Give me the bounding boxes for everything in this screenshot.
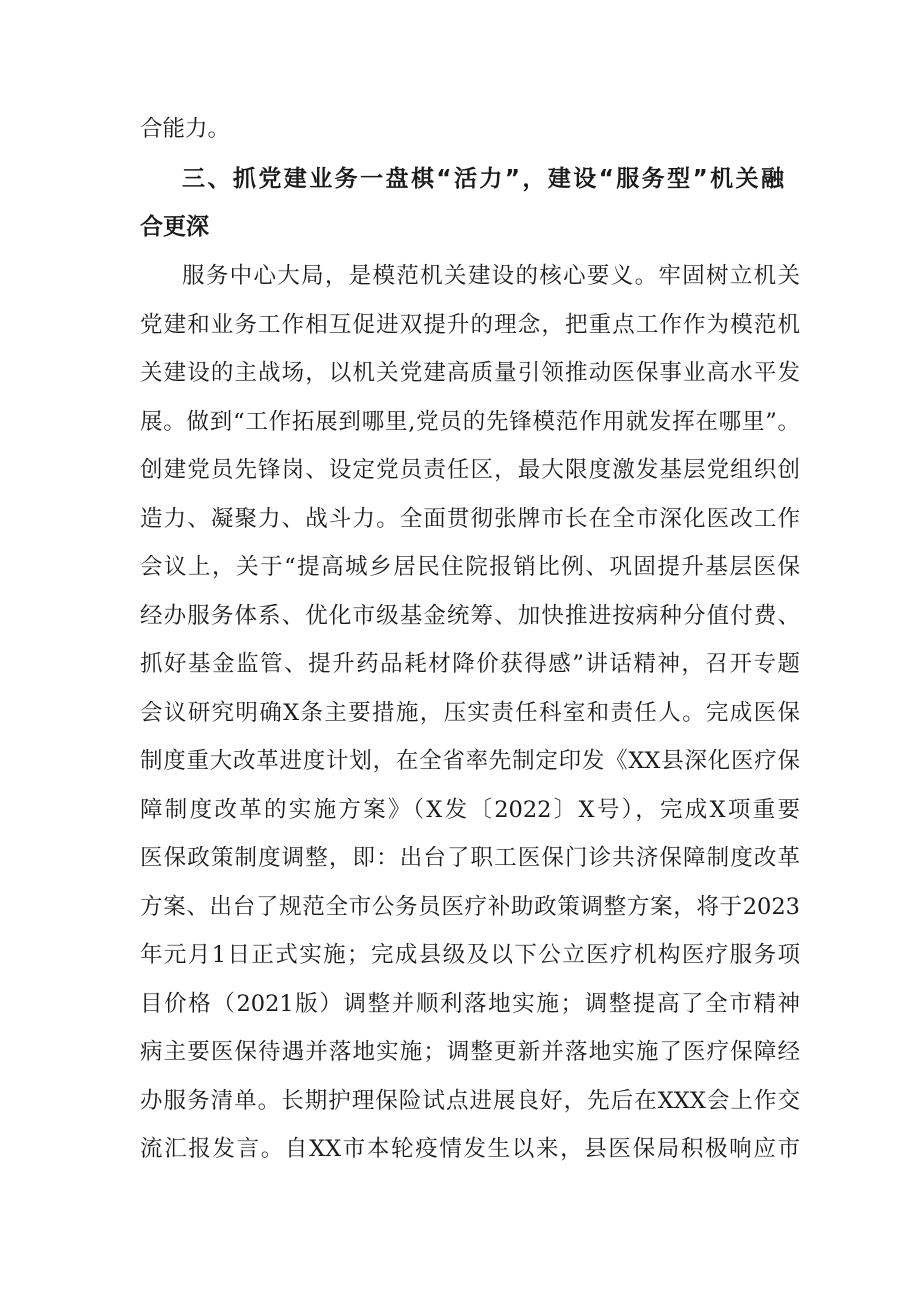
paragraph-line: 病主要医保待遇并落地实施；调整更新并落地实施了医疗保障经 bbox=[140, 1039, 800, 1065]
paragraph-line: 制度重大改革进度计划，在全省率先制定印发《XX县深化医疗保 bbox=[140, 748, 800, 774]
paragraph-line: 会议上，关于“提高城乡居民住院报销比例、巩固提升基层医保 bbox=[140, 554, 800, 580]
section-heading-line-2: 合更深 bbox=[140, 214, 209, 240]
paragraph-line: 目价格（2021版）调整并顺利落地实施；调整提高了全市精神 bbox=[140, 991, 800, 1017]
paragraph-line: 流汇报发言。自XX市本轮疫情发生以来，县医保局积极响应市 bbox=[140, 1136, 800, 1162]
paragraph-line: 障制度改革的实施方案》（X发〔2022〕X号），完成X项重要 bbox=[140, 797, 800, 823]
continuation-line: 合能力。 bbox=[140, 116, 231, 142]
paragraph-line: 医保政策制度调整，即：出台了职工医保门诊共济保障制度改革 bbox=[140, 845, 800, 871]
section-heading-line-1: 三、抓党建业务一盘棋“活力”，建设“服务型”机关融 bbox=[182, 166, 784, 192]
paragraph-line: 经办服务体系、优化市级基金统筹、加快推进按病种分值付费、 bbox=[140, 603, 800, 629]
paragraph-line: 方案、出台了规范全市公务员医疗补助政策调整方案，将于2023 bbox=[140, 894, 800, 920]
paragraph-line: 展。做到“工作拓展到哪里,党员的先锋模范作用就发挥在哪里”。 bbox=[140, 409, 800, 435]
paragraph-line: 党建和业务工作相互促进双提升的理念，把重点工作作为模范机 bbox=[140, 312, 800, 338]
paragraph-line: 造力、凝聚力、战斗力。全面贯彻张牌市长在全市深化医改工作 bbox=[140, 506, 800, 532]
paragraph-line: 年元月1日正式实施；完成县级及以下公立医疗机构医疗服务项 bbox=[140, 942, 800, 968]
paragraph-line: 创建党员先锋岗、设定党员责任区，最大限度激发基层党组织创 bbox=[140, 457, 800, 483]
paragraph-line: 会议研究明确X条主要措施，压实责任科室和责任人。完成医保 bbox=[140, 700, 800, 726]
paragraph-line: 服务中心大局，是模范机关建设的核心要义。牢固树立机关 bbox=[182, 263, 800, 289]
paragraph-line: 关建设的主战场，以机关党建高质量引领推动医保事业高水平发 bbox=[140, 360, 800, 386]
paragraph-line: 抓好基金监管、提升药品耗材降价获得感”讲话精神，召开专题 bbox=[140, 651, 800, 677]
paragraph-line: 办服务清单。长期护理保险试点进展良好，先后在XXX会上作交 bbox=[140, 1088, 800, 1114]
